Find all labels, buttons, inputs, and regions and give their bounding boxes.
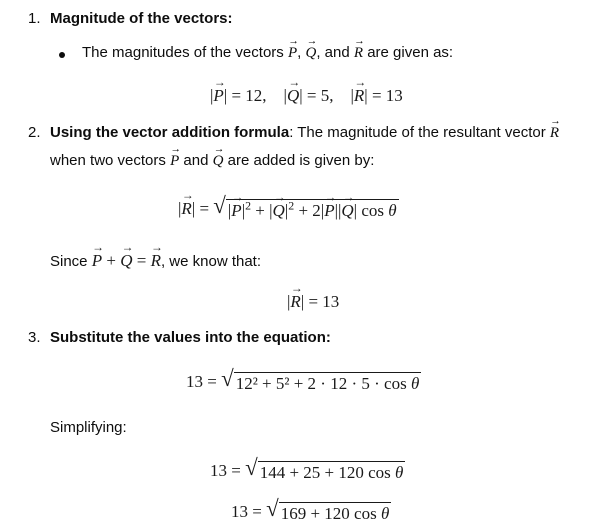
vector-q: → Q — [273, 201, 285, 221]
known-rhs: = 13 — [308, 292, 340, 311]
step-2-line-2 — [50, 152, 374, 170]
step-2-number: 2. — [28, 124, 41, 141]
sqrt-symbol: √ |→ $P|^2$ + |→ $Q|^2 + 2|\to P||\to Q|$ cos θ — [213, 196, 398, 221]
vector-q: → Q — [287, 86, 299, 106]
sub-lhs: 13 = — [186, 372, 217, 391]
since-line — [50, 251, 261, 271]
vector-r: → R — [354, 45, 363, 62]
vector-r: → R — [354, 86, 364, 106]
simplifying-label: Simplifying: — [50, 419, 127, 436]
vector-r: → R — [290, 292, 300, 312]
sqrt-symbol: √ 12² + 5² + 2 · 12 · 5 · cos θ — [221, 366, 420, 393]
vector-p: → P — [92, 251, 102, 271]
resultant-formula: |→ R| = √ |→ $P|^2$ + |→ $Q|^2 + 2|\to P||\to Q|$ cos θ — [178, 196, 399, 221]
vector-r: → R — [181, 199, 191, 219]
sep-comma: , — [297, 44, 302, 61]
simp1-body: 144 + 25 + 120 cos — [259, 463, 391, 482]
step-2-text-1: : The magnitude of the resultant vector — [289, 124, 546, 141]
step-2-title: Using the vector addition formula — [50, 124, 290, 141]
bullet-text-post: are given as: — [363, 44, 454, 61]
step-1-bullet-text — [82, 44, 453, 62]
since-post: , we know that: — [160, 253, 262, 270]
bullet-dot — [59, 52, 65, 58]
simp2-body: 169 + 120 cos — [280, 504, 377, 523]
step-2-text-2-pre: when two vectors — [50, 152, 166, 169]
theta: θ — [410, 374, 420, 393]
vector-p: → P — [231, 201, 241, 221]
step-2-text-2-and: and — [183, 152, 209, 169]
eq-r: = 13 — [371, 86, 403, 105]
simp2-lhs: 13 = — [231, 502, 262, 521]
step-2-line-1 — [50, 124, 559, 142]
vector-p: → P — [324, 201, 334, 221]
simp1-lhs: 13 = — [210, 461, 241, 480]
eq-p: = 12, — [231, 86, 267, 105]
magnitudes-equation: |→ P| = 12, |→ Q| = 5, |→ R| = 13 — [210, 86, 403, 106]
vector-p: → P — [213, 86, 223, 106]
vector-q: → Q — [305, 45, 316, 62]
simplified-equation-1 — [210, 455, 405, 483]
step-3-title: Substitute the values into the equation: — [50, 329, 331, 346]
sqrt-symbol: √ 144 + 25 + 120 cos θ — [245, 455, 404, 482]
sqrt-symbol: √ 169 + 120 cos θ — [266, 496, 390, 523]
step-2-text-2-post: are added is given by: — [227, 152, 375, 169]
sub-body: 12² + 5² + 2 · 12 · 5 · cos — [235, 374, 407, 393]
step-3-number: 3. — [28, 329, 41, 346]
vector-q: → Q — [341, 201, 353, 221]
vector-r: → R — [550, 125, 559, 142]
theta: θ — [395, 463, 404, 482]
since-pre: Since — [50, 253, 88, 270]
step-1-title: Magnitude of the vectors: — [50, 10, 233, 27]
vector-p: → P — [288, 45, 297, 62]
eq-q: = 5, — [306, 86, 334, 105]
theta: θ — [380, 504, 390, 523]
known-equation: |→ R| = 13 — [287, 292, 339, 312]
vector-p: → P — [170, 153, 179, 170]
formula-cos: cos — [361, 201, 384, 220]
since-equation: → P + → Q = → R — [92, 251, 161, 270]
simplified-equation-2 — [231, 496, 391, 524]
step-1-number: 1. — [28, 10, 41, 27]
sep-and: , and — [316, 44, 350, 61]
formula-lhs: = — [199, 199, 210, 218]
substitution-equation — [186, 366, 421, 394]
vector-r: → R — [151, 251, 161, 271]
bullet-text-pre: The magnitudes of the vectors — [82, 44, 288, 61]
theta: θ — [388, 201, 397, 220]
vector-q: → Q — [213, 153, 224, 170]
vector-q: → Q — [120, 251, 132, 271]
